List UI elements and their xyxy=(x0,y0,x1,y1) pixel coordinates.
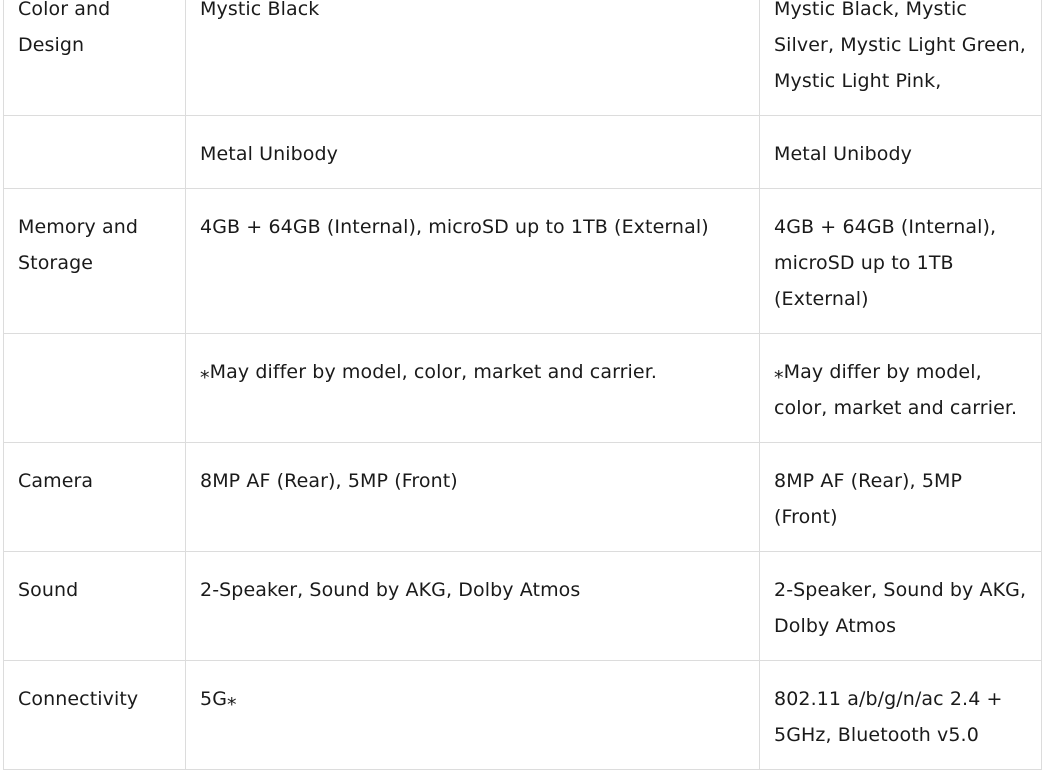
row-label-cell xyxy=(4,334,186,443)
table-row xyxy=(4,552,1042,661)
spec-value-cell: 4GB + 64GB (Internal), microSD up to 1TB (External) xyxy=(186,189,760,334)
row-label-line: Memory and xyxy=(18,216,139,238)
spec-value-cell: Metal Unibody xyxy=(760,116,1042,189)
row-label-line: Camera xyxy=(18,470,94,492)
row-label-cell xyxy=(4,443,186,552)
row-label-cell xyxy=(4,189,186,334)
table-row xyxy=(4,189,1042,334)
row-label-cell xyxy=(4,661,186,770)
table-row xyxy=(4,443,1042,552)
table-row xyxy=(4,661,1042,770)
row-label-line: Storage xyxy=(18,252,94,274)
spec-comparison-table-wrapper xyxy=(3,0,1041,770)
row-label-line: Connectivity xyxy=(18,688,139,710)
row-label-cell xyxy=(4,0,186,116)
spec-value-cell: 8MP AF (Rear), 5MP (Front) xyxy=(760,443,1042,552)
row-label-cell xyxy=(4,552,186,661)
spec-value-cell: 802.11 a/b/g/n/ac 2.4 + 5GHz, Bluetooth v5.0 xyxy=(760,661,1042,770)
spec-value-cell: 2-Speaker, Sound by AKG, Dolby Atmos xyxy=(186,552,760,661)
row-label-line: Sound xyxy=(18,579,79,601)
spec-value-cell: Mystic Black, Mystic Silver, Mystic Light Green, Mystic Light Pink, xyxy=(760,0,1042,116)
spec-value-cell: 5G⁎ xyxy=(186,661,760,770)
row-label-cell xyxy=(4,116,186,189)
spec-value-cell: Mystic Black xyxy=(186,0,760,116)
spec-value-cell: Metal Unibody xyxy=(186,116,760,189)
row-label-line: Design xyxy=(18,34,85,56)
row-label-line: Color and xyxy=(18,0,111,20)
spec-value-cell: ⁎May differ by model, color, market and carrier. xyxy=(186,334,760,443)
spec-value-cell: 4GB + 64GB (Internal), microSD up to 1TB (External) xyxy=(760,189,1042,334)
table-row xyxy=(4,334,1042,443)
spec-value-cell: 2-Speaker, Sound by AKG, Dolby Atmos xyxy=(760,552,1042,661)
table-row xyxy=(4,116,1042,189)
spec-value-cell: 8MP AF (Rear), 5MP (Front) xyxy=(186,443,760,552)
spec-value-cell: ⁎May differ by model, color, market and carrier. xyxy=(760,334,1042,443)
spec-comparison-table xyxy=(3,0,1042,770)
table-row xyxy=(4,0,1042,116)
